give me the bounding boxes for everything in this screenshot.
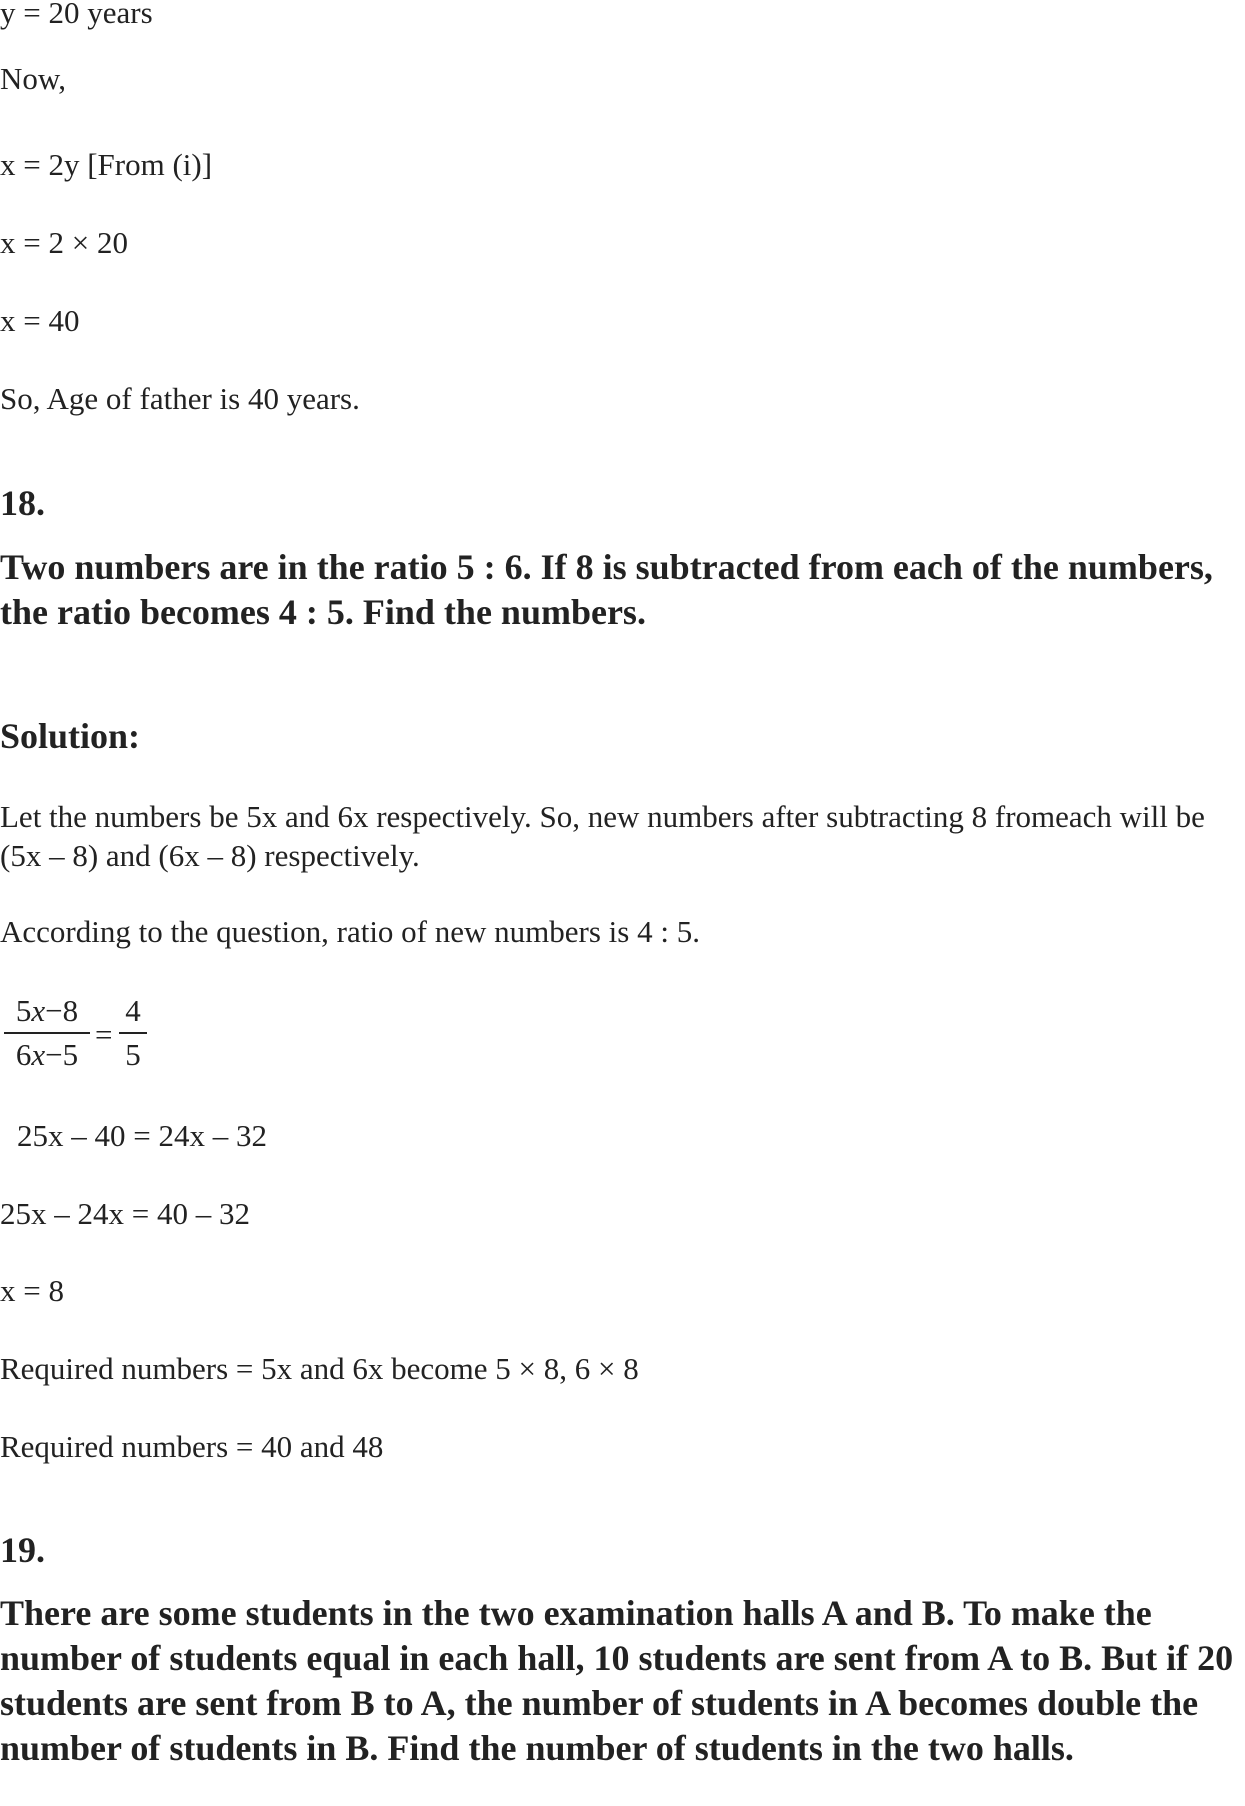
solution-heading: Solution: <box>0 716 141 756</box>
right-denominator: 5 <box>125 1037 141 1072</box>
text-line: x = 40 <box>0 303 80 338</box>
solution-step: Required numbers = 5x and 6x become 5 × 8, 6 × 8 <box>0 1351 639 1386</box>
solution-step: 25x – 24x = 40 – 32 <box>0 1196 250 1231</box>
solution-paragraph: Let the numbers be 5x and 6x respectively. So, new numbers after subtracting 8 fromeach will be (5x – 8) and (6x – 8) respectively. <box>0 799 1205 873</box>
right-numerator: 4 <box>119 990 147 1034</box>
text-line: So, Age of father is 40 years. <box>0 381 360 416</box>
text-line: x = 2y [From (i)] <box>0 147 213 182</box>
left-numerator: 5x−8 <box>4 990 90 1034</box>
solution-paragraph: According to the question, ratio of new numbers is 4 : 5. <box>0 914 700 949</box>
question-text: Two numbers are in the ratio 5 : 6. If 8 is subtracted from each of the numbers, the ratio becomes 4 : 5. Find the numbers. <box>0 547 1213 632</box>
question-number: 19. <box>0 1530 45 1570</box>
text-line: x = 2 × 20 <box>0 225 128 260</box>
equals-sign: = <box>95 1017 113 1052</box>
left-denominator: 6x−5 <box>15 1037 79 1072</box>
right-fraction <box>119 990 147 1076</box>
question-number: 18. <box>0 483 45 523</box>
solution-step: x = 8 <box>0 1273 64 1308</box>
left-fraction <box>4 990 90 1076</box>
solution-step: Required numbers = 40 and 48 <box>0 1429 384 1464</box>
solution-step: 25x – 40 = 24x – 32 <box>17 1118 267 1153</box>
fraction-equation <box>4 990 164 1080</box>
text-line: y = 20 years <box>0 0 153 30</box>
text-line: Now, <box>0 61 67 96</box>
question-text: There are some students in the two examination halls A and B. To make the number of students equal in each hall, 10 students are sent from A to B. But if 20 students are sent from B to A, the number of students in A becomes double the number of students in B. Find the number of students in the two halls. <box>0 1593 1234 1768</box>
